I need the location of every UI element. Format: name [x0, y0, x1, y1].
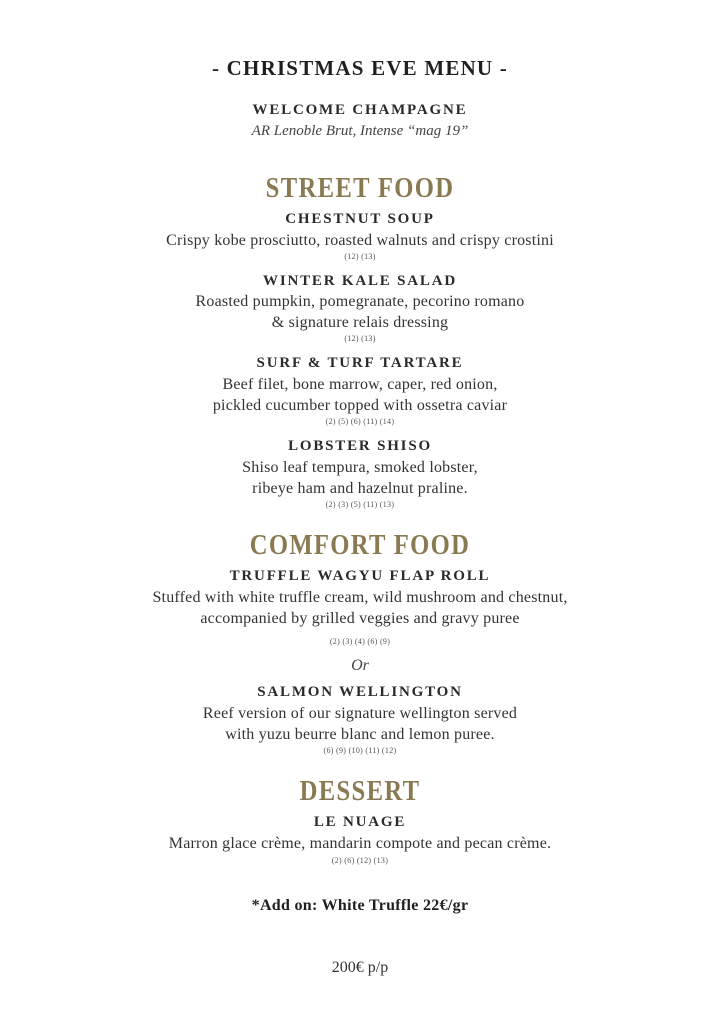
- dish-name: CHESTNUT SOUP: [285, 211, 435, 227]
- allergen-codes: (2) (6) (12) (13): [331, 856, 389, 865]
- dish-name: SURF & TURF TARTARE: [256, 355, 464, 371]
- dish-name: TRUFFLE WAGYU FLAP ROLL: [229, 568, 491, 584]
- section-heading-comfort-food: COMFORT FOOD: [249, 530, 471, 561]
- or-separator: Or: [351, 657, 369, 674]
- dish-description: pickled cucumber topped with ossetra caviar: [212, 397, 508, 414]
- addon-note: *Add on: White Truffle 22€/gr: [251, 897, 469, 914]
- allergen-codes: (6) (9) (10) (11) (12): [323, 746, 397, 755]
- allergen-codes: (2) (3) (4) (6) (9): [329, 637, 391, 646]
- dish-description: Shiso leaf tempura, smoked lobster,: [242, 459, 478, 476]
- allergen-codes: (12) (13): [344, 252, 376, 261]
- allergen-codes: (2) (5) (6) (11) (14): [325, 417, 395, 426]
- welcome-name: WELCOME CHAMPAGNE: [252, 102, 468, 118]
- dish-description: ribeye ham and hazelnut praline.: [252, 480, 468, 497]
- dish-description: Marron glace crème, mandarin compote and pecan crème.: [168, 835, 552, 852]
- dish-description: Beef filet, bone marrow, caper, red onion,: [222, 376, 498, 393]
- section-heading-street-food: STREET FOOD: [265, 173, 455, 204]
- welcome-description: AR Lenoble Brut, Intense “mag 19”: [251, 123, 469, 139]
- section-heading-dessert: DESSERT: [299, 776, 421, 807]
- dish-description: & signature relais dressing: [271, 314, 449, 331]
- menu-title: - CHRISTMAS EVE MENU -: [212, 56, 508, 80]
- dish-description: Stuffed with white truffle cream, wild mushroom and chestnut,: [152, 589, 568, 606]
- dish-description: Reef version of our signature wellington served: [202, 705, 518, 722]
- allergen-codes: (12) (13): [344, 334, 376, 343]
- dish-name: WINTER KALE SALAD: [263, 273, 457, 289]
- dish-name: SALMON WELLINGTON: [257, 684, 463, 700]
- allergen-codes: (2) (3) (5) (11) (13): [325, 500, 395, 509]
- price-per-person: 200€ p/p: [331, 959, 389, 976]
- dish-description: accompanied by grilled veggies and gravy puree: [200, 610, 520, 627]
- dish-description: Roasted pumpkin, pomegranate, pecorino romano: [195, 293, 525, 310]
- dish-name: LOBSTER SHISO: [288, 438, 432, 454]
- dish-description: with yuzu beurre blanc and lemon puree.: [225, 726, 495, 743]
- dish-description: Crispy kobe prosciutto, roasted walnuts and crispy crostini: [166, 232, 554, 249]
- dish-name: LE NUAGE: [313, 814, 407, 830]
